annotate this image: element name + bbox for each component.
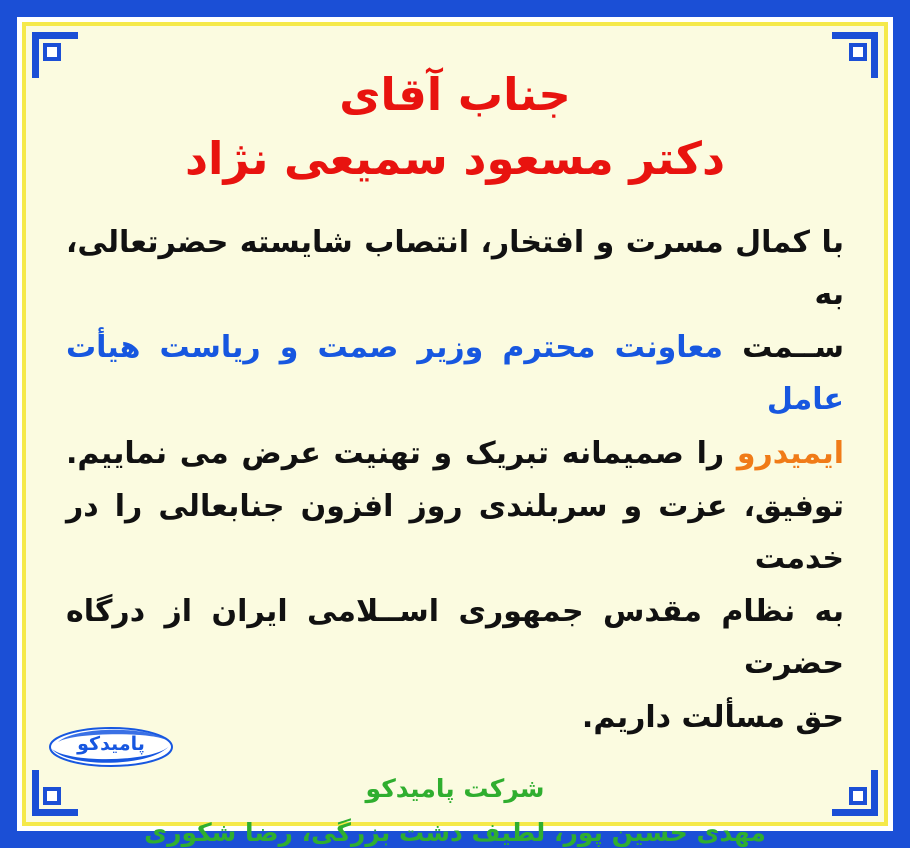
corner-ornament-top-right: [832, 32, 878, 78]
body-line-1-text: با کمال مسرت و افتخار، انتصاب شایسته حضرتعالی، به: [66, 225, 844, 312]
signature-company: شرکت پامیدکو: [365, 774, 545, 804]
poster-signature: [66, 769, 844, 853]
body-line-3: [66, 428, 844, 480]
body-line-4: [66, 481, 844, 584]
body-line-6-text: حق مسألت داریم.: [581, 699, 844, 735]
corner-ornament-top-left: [32, 32, 78, 78]
body-line-1: [66, 217, 844, 320]
corner-ornament-bottom-left: [32, 770, 78, 816]
poster-content: [26, 26, 884, 848]
body-line-5: [66, 586, 844, 689]
body-line-2: [66, 322, 844, 425]
body-line-3-text: را صمیمانه تبریک و تهنیت عرض می نماییم.: [66, 435, 737, 471]
body-line-4-text: توفیق، عزت و سربلندی روز افزون جنابعالی را در خدمت: [66, 489, 844, 576]
body-line-5-text: به نظام مقدس جمهوری اســلامی ایران از درگاه حضرت: [66, 594, 844, 681]
body-line-2-text: ســمت: [723, 330, 844, 366]
headline-line-1: جناب آقای: [339, 68, 571, 121]
poster-inner-frame: [22, 22, 888, 848]
poster-headline: [66, 66, 844, 187]
body-line-6: [66, 692, 844, 744]
body-line-2-highlight: معاونت محترم وزیر صمت و ریاست هیأت عامل: [66, 330, 844, 417]
logo-text: پامیدکو: [77, 733, 145, 755]
poster-frame: [8, 8, 902, 848]
pamidco-logo: [48, 718, 174, 776]
corner-ornament-bottom-right: [832, 770, 878, 816]
headline-line-2: دکتر مسعود سمیعی نژاد: [184, 131, 726, 185]
body-line-3-highlight: ایمیدرو: [736, 435, 844, 471]
signature-names: مهدی حسین پور، لطیف دشت بزرگی، رضا شکوری: [144, 818, 766, 848]
poster-body: [66, 217, 844, 743]
